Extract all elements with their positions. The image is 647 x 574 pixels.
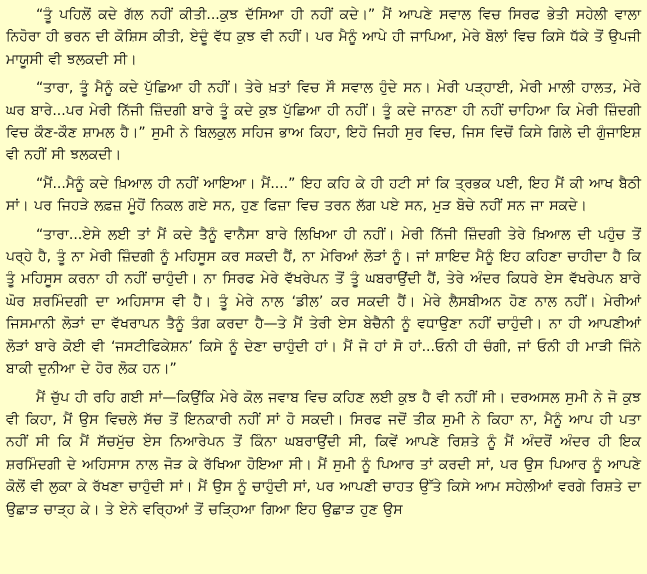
paragraph-5: ਮੈਂ ਚੁੱਪ ਹੀ ਰਹਿ ਗਈ ਸਾਂ—ਕਿਉਂਕਿ ਮੇਰੇ ਕੋਲ ਜਵਾਬ ਵਿਚ ਕਹਿਣ ਲਈ ਕੁਝ ਹੈ ਵੀ ਨਹੀਂ ਸੀ। ਦਰਅਸਲ ਸੁਮੀ ਨੇ ਜੋ ਕੁਝ ਵੀ ਕਿਹਾ, ਮੈਂ ਉਸ ਵਿਚਲੇ ਸੱਚ ਤੋਂ ਇਨਕਾਰੀ ਨਹੀਂ ਸਾਂ ਹੋ ਸਕਦੀ। ਸਿਰਫ ਜਦੋਂ ਤੀਕ ਸੁਮੀ ਨੇ ਕਿਹਾ ਨਾ, ਮੈਨੂੰ ਆਪ ਹੀ ਪਤਾ ਨਹੀਂ ਸੀ ਕਿ ਮੈਂ ਸੱਚਮੁੱਚ ਏਸ ਨਿਆਰੇਪਨ ਤੋਂ ਕਿੰਨਾ ਘਬਰਾਉਂਦੀ ਸੀ, ਕਿਵੇਂ ਆਪਣੇ ਰਿਸ਼ਤੇ ਨੂੰ ਮੈਂ ਅੰਦਰੋਂ ਅੰਦਰ ਹੀ ਇਕ ਸ਼ਰਮਿੰਦਗੀ ਦੇ ਅਹਿਸਾਸ ਨਾਲ ਜੋੜ ਕੇ ਰੱਖਿਆ ਹੋਇਆ ਸੀ। ਮੈਂ ਸੁਮੀ ਨੂੰ ਪਿਆਰ ਤਾਂ ਕਰਦੀ ਸਾਂ, ਪਰ ਉਸ ਪਿਆਰ ਨੂੰ ਆਪਣੇ ਕੋਲੋਂ ਵੀ ਲੁਕਾ ਕੇ ਰੱਖਣਾ ਚਾਹੁੰਦੀ ਸਾਂ। ਮੈਂ ਉਸ ਨੂੰ ਚਾਹੁੰਦੀ ਸਾਂ, ਪਰ ਆਪਣੀ ਚਾਹਤ ਉੱਤੇ ਕਿਸੇ ਆਮ ਸਹੇਲੀਆਂ ਵਰਗੇ ਰਿਸ਼ਤੇ ਦਾ ਉਛਾੜ ਚਾੜ੍ਹ ਕੇ। ਤੇ ਏਨੇ ਵਰ੍ਹਿਆਂ ਤੋਂ ਚੜ੍ਹਿਆ ਗਿਆ ਇਹ ਉਛਾੜ ਹੁਣ ਉਸ [6,389,641,518]
paragraph-3: “ਮੈਂ...ਮੈਨੂੰ ਕਦੇ ਖ਼ਿਆਲ ਹੀ ਨਹੀਂ ਆਇਆ। ਮੈਂ....” ਇਹ ਕਹਿ ਕੇ ਹੀ ਹਟੀ ਸਾਂ ਕਿ ਤ੍ਰਭਕ ਪਈ, ਇਹ ਮੈਂ ਕੀ ਆਖ ਬੈਠੀ ਸਾਂ। ਪਰ ਜਿਹੜੇ ਲਫ਼ਜ਼ ਮੂੰਹੋਂ ਨਿਕਲ ਗਏ ਸਨ, ਹੁਣ ਫਿਜ਼ਾ ਵਿਚ ਤਰਨ ਲੱਗ ਪਏ ਸਨ, ਮੁੜ ਬੋਚੇ ਨਹੀਂ ਸਨ ਜਾ ਸਕਦੇ। [6,175,641,215]
paragraph-4: “ਤਾਰਾ...ਏਸੇ ਲਈ ਤਾਂ ਮੈਂ ਕਦੇ ਤੈਨੂੰ ਵਾਨੈਸਾ ਬਾਰੇ ਲਿਖਿਆ ਹੀ ਨਹੀਂ। ਮੇਰੀ ਨਿੱਜੀ ਜ਼ਿੰਦਗੀ ਤੇਰੇ ਖ਼ਿਆਲ ਦੀ ਪਹੁੰਚ ਤੋਂ ਪਰ੍ਹੇ ਹੈ, ਤੂੰ ਨਾ ਮੇਰੀ ਜ਼ਿੰਦਗੀ ਨੂੰ ਮਹਿਸੂਸ ਕਰ ਸਕਦੀ ਹੈਂ, ਨਾ ਮੇਰਿਆਂ ਲੋੜਾਂ ਨੂੰ। ਜਾਂ ਸ਼ਾਇਦ ਮੈਨੂੰ ਇਹ ਕਹਿਣਾ ਚਾਹੀਦਾ ਹੈ ਕਿ ਤੂੰ ਮਹਿਸੂਸ ਕਰਨਾ ਹੀ ਨਹੀਂ ਚਾਹੁੰਦੀ। ਨਾ ਸਿਰਫ ਮੇਰੇ ਵੱਖਰੇਪਨ ਤੋਂ ਤੂੰ ਘਬਰਾਉਂਦੀ ਹੈਂ, ਤੇਰੇ ਅੰਦਰ ਕਿਧਰੇ ਏਸ ਵੱਖਰੇਪਨ ਬਾਰੇ ਘੋਰ ਸ਼ਰਮਿੰਦਗੀ ਦਾ ਅਹਿਸਾਸ ਵੀ ਹੈ। ਤੂੰ ਮੇਰੇ ਨਾਲ ‘ਡੀਲ’ ਕਰ ਸਕਦੀ ਹੈਂ। ਮੇਰੇ ਲੈਸਬੀਅਨ ਹੋਣ ਨਾਲ ਨਹੀਂ। ਮੇਰੀਆਂ ਜਿਸਮਾਨੀ ਲੋੜਾਂ ਦਾ ਵੱਖਰਾਪਨ ਤੈਨੂੰ ਤੰਗ ਕਰਦਾ ਹੈ—ਤੇ ਮੈਂ ਤੇਰੀ ਏਸ ਬੇਚੈਨੀ ਨੂੰ ਵਧਾਉਣਾ ਨਹੀਂ ਚਾਹੁੰਦੀ। ਨਾ ਹੀ ਆਪਣੀਆਂ ਲੋੜਾਂ ਬਾਰੇ ਕੋਈ ਵੀ ‘ਜਸਟੀਫਿਕੇਸ਼ਨ’ ਕਿਸੇ ਨੂੰ ਦੇਣਾ ਚਾਹੁੰਦੀ ਹਾਂ। ਮੈਂ ਜੋ ਹਾਂ ਸੋ ਹਾਂ...ਓਨੀ ਹੀ ਚੰਗੀ, ਜਾਂ ਓਨੀ ਹੀ ਮਾੜੀ ਜਿੰਨੇ ਬਾਕੀ ਦੁਨੀਆ ਦੇ ਹੋਰ ਲੋਕ ਹਨ।” [6,226,641,378]
paragraph-1: “ਤੂੰ ਪਹਿਲੋਂ ਕਦੇ ਗੱਲ ਨਹੀਂ ਕੀਤੀ...ਕੁਝ ਦੱਸਿਆ ਹੀ ਨਹੀਂ ਕਦੇ।” ਮੈਂ ਆਪਣੇ ਸਵਾਲ ਵਿਚ ਸਿਰਫ ਭੇਤੀ ਸਹੇਲੀ ਵਾਲਾ ਨਿਹੋਰਾ ਹੀ ਭਰਨ ਦੀ ਕੋਸ਼ਿਸ ਕੀਤੀ, ਏਦੂੰ ਵੱਧ ਕੁਝ ਵੀ ਨਹੀਂ। ਪਰ ਮੈਨੂੰ ਆਪੇ ਹੀ ਜਾਪਿਆ, ਮੇਰੇ ਬੋਲਾਂ ਵਿਚ ਕਿਸੇ ਧੱਕੇ ਤੋਂ ਉਪਜੀ ਮਾਯੂਸੀ ਵੀ ਝਲਕਦੀ ਸੀ। [6,7,641,68]
paragraph-2: “ਤਾਰਾ, ਤੂੰ ਮੈਨੂੰ ਕਦੇ ਪੁੱਛਿਆ ਹੀ ਨਹੀਂ। ਤੇਰੇ ਖ਼ਤਾਂ ਵਿਚ ਸੌ ਸਵਾਲ ਹੁੰਦੇ ਸਨ। ਮੇਰੀ ਪੜ੍ਹਾਈ, ਮੇਰੀ ਮਾਲੀ ਹਾਲਤ, ਮੇਰੇ ਘਰ ਬਾਰੇ...ਪਰ ਮੇਰੀ ਨਿੱਜੀ ਜ਼ਿੰਦਗੀ ਬਾਰੇ ਤੂੰ ਕਦੇ ਕੁਝ ਪੁੱਛਿਆ ਹੀ ਨਹੀਂ। ਤੂੰ ਕਦੇ ਜਾਨਣਾ ਹੀ ਨਹੀਂ ਚਾਹਿਆ ਕਿ ਮੇਰੀ ਜ਼ਿੰਦਗੀ ਵਿਚ ਕੌਣ-ਕੌਣ ਸ਼ਾਮਲ ਹੈ।” ਸੁਮੀ ਨੇ ਬਿਲਕੁਲ ਸਹਿਜ ਭਾਅ ਕਿਹਾ, ਇਹੋ ਜਿਹੀ ਸੁਰ ਵਿਚ, ਜਿਸ ਵਿਚੋਂ ਕਿਸੇ ਗਿਲੇ ਦੀ ਗੁੰਜਾਇਸ਼ ਵੀ ਨਹੀਂ ਸੀ ਝਲਕਦੀ। [6,80,641,164]
